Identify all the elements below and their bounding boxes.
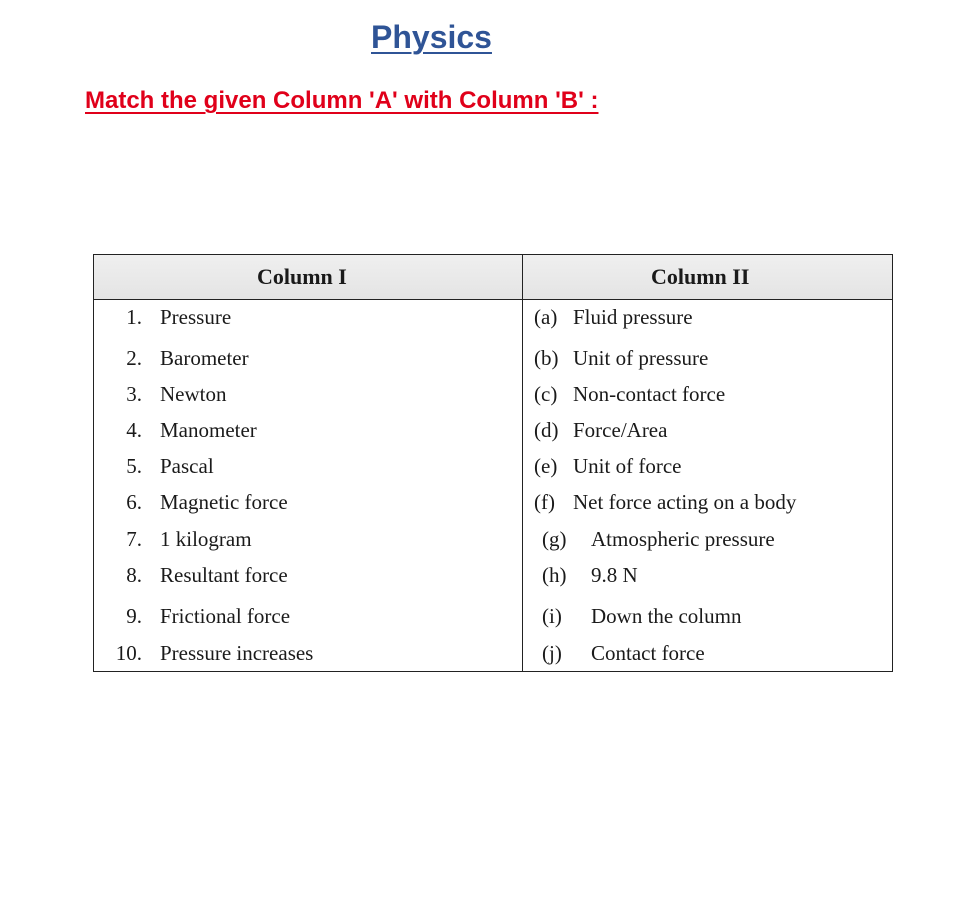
option-letter: (j) (542, 641, 562, 665)
column-i-term: Barometer (160, 346, 249, 370)
column-i-term: Pascal (160, 454, 214, 478)
option-letter: (h) (542, 563, 567, 587)
page-title: Physics (371, 19, 492, 55)
column-ii-desc: Non-contact force (573, 382, 726, 406)
item-number: 8. (126, 563, 142, 587)
column-ii-desc: 9.8 N (591, 563, 638, 587)
table-row (94, 454, 892, 484)
column-ii-header: Column II (651, 264, 750, 289)
column-i-term: Manometer (160, 418, 257, 442)
option-letter: (b) (534, 346, 559, 370)
match-table (93, 254, 893, 672)
column-i-header: Column I (257, 264, 347, 289)
instruction-heading: Match the given Column 'A' with Column 'B' : (85, 87, 599, 114)
column-i-term: Frictional force (160, 604, 291, 628)
option-letter: (g) (542, 527, 567, 551)
item-number: 6. (126, 490, 142, 514)
table-row (94, 305, 892, 335)
item-number: 4. (126, 418, 142, 442)
column-ii-desc: Unit of pressure (573, 346, 709, 370)
column-i-term: Pressure increases (160, 641, 314, 665)
column-ii-desc: Unit of force (573, 454, 682, 478)
column-ii-desc: Force/Area (573, 418, 668, 442)
option-letter: (a) (534, 305, 558, 329)
table-row (94, 641, 892, 671)
table-row (94, 563, 892, 593)
column-ii-desc: Contact force (591, 641, 705, 665)
table-row (94, 346, 892, 376)
item-number: 7. (126, 527, 142, 551)
item-number: 5. (126, 454, 142, 478)
column-ii-desc: Fluid pressure (573, 305, 693, 329)
option-letter: (c) (534, 382, 558, 406)
column-ii-desc: Net force acting on a body (573, 490, 797, 514)
column-ii-desc: Down the column (591, 604, 742, 628)
column-i-term: Resultant force (160, 563, 288, 587)
option-letter: (i) (542, 604, 562, 628)
item-number: 10. (115, 641, 142, 665)
option-letter: (d) (534, 418, 559, 442)
table-row (94, 604, 892, 634)
item-number: 1. (126, 305, 142, 329)
item-number: 9. (126, 604, 142, 628)
item-number: 2. (126, 346, 142, 370)
column-i-term: 1 kilogram (160, 527, 252, 551)
table-row (94, 382, 892, 412)
table-row (94, 527, 892, 557)
item-number: 3. (126, 382, 142, 406)
column-i-term: Magnetic force (160, 490, 288, 514)
table-row (94, 490, 892, 520)
table-header-row (94, 255, 892, 300)
column-i-term: Newton (160, 382, 227, 406)
table-row (94, 418, 892, 448)
option-letter: (f) (534, 490, 555, 514)
column-i-term: Pressure (160, 305, 232, 329)
option-letter: (e) (534, 454, 558, 478)
column-ii-desc: Atmospheric pressure (591, 527, 775, 551)
